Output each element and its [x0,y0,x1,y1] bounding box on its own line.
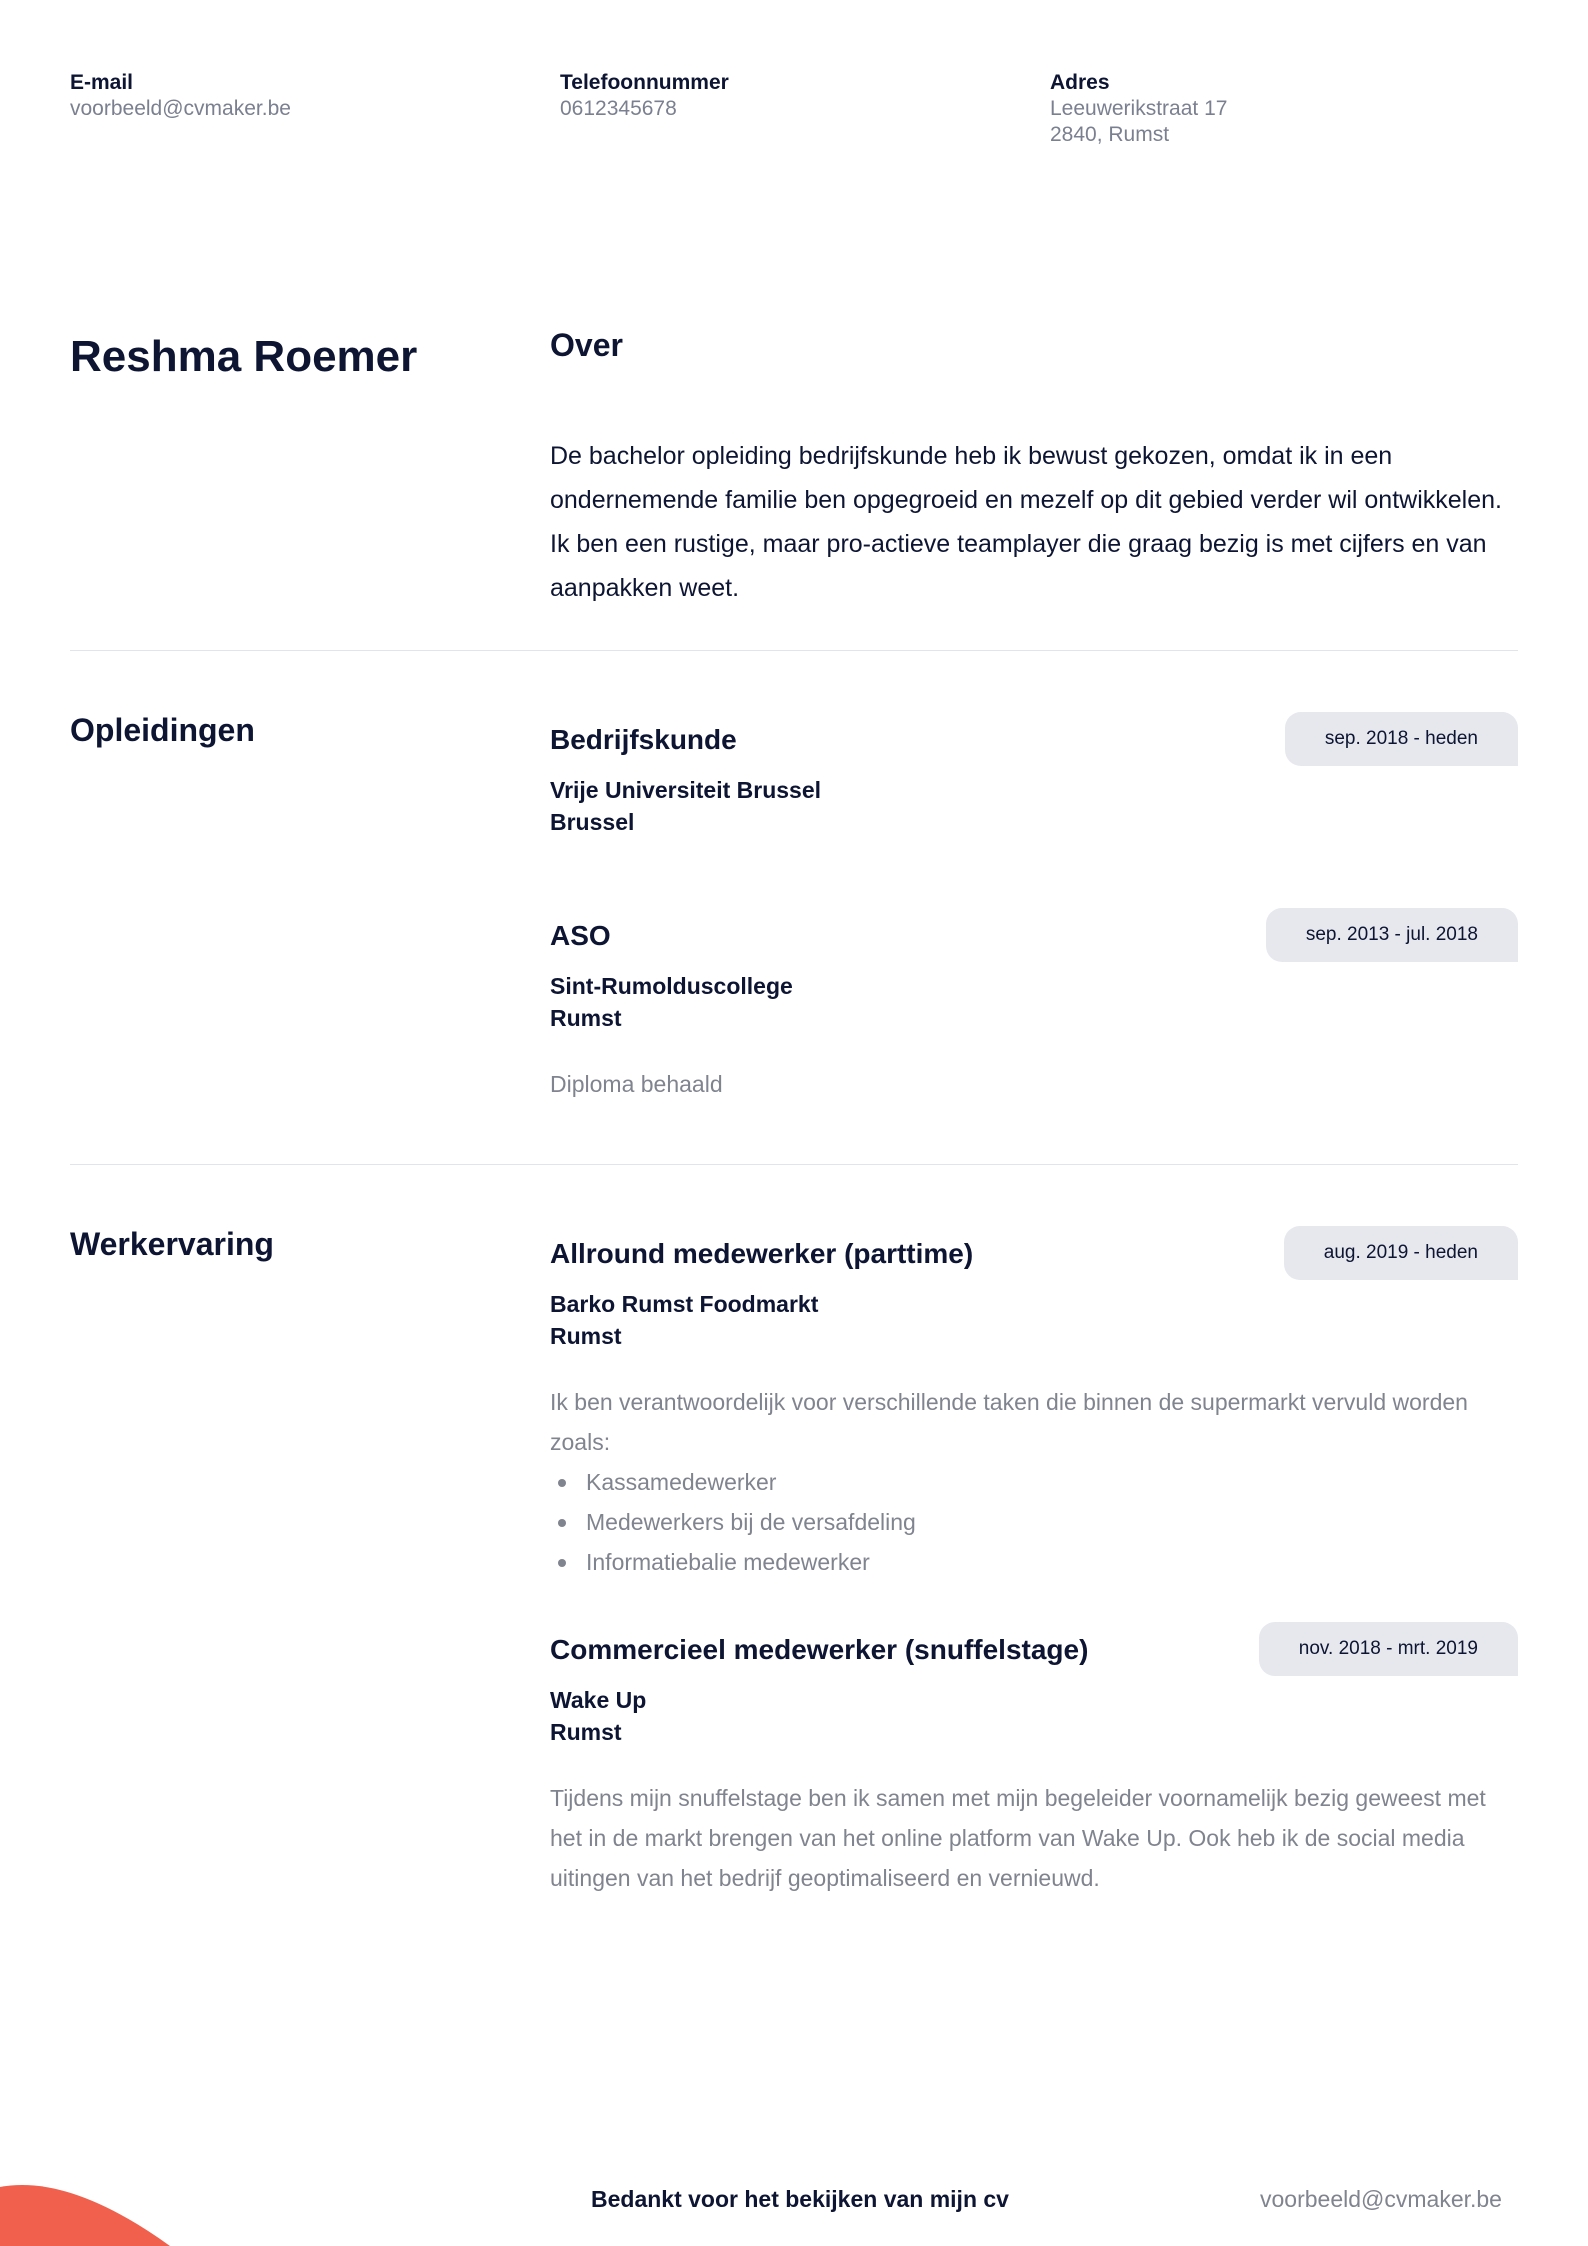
education-title: Opleidingen [70,712,255,748]
contact-address [1050,70,1227,148]
entry-title: ASO [550,920,611,951]
footer-email[interactable]: voorbeeld@cvmaker.be [1260,2186,1502,2212]
entry-title: Bedrijfskunde [550,724,737,755]
education-entry [550,722,1518,838]
period-badge: sep. 2018 - heden [1285,712,1518,766]
entry-organization: Wake Up [550,1687,647,1713]
work-entry [550,1632,1518,1898]
contact-email [70,70,291,122]
divider [70,1164,1518,1165]
entry-city: Rumst [550,1005,622,1031]
decorative-corner-shape [0,2184,170,2246]
entry-organization: Sint-Rumolduscollege [550,973,793,999]
entry-title: Allround medewerker (parttime) [550,1238,974,1269]
contact-phone [560,70,729,122]
address-line2: 2840, Rumst [1050,123,1170,146]
entry-title: Commercieel medewerker (snuffelstage) [550,1634,1089,1665]
duties-list [550,1462,1518,1582]
address-line1: Leeuwerikstraat 17 [1050,97,1228,120]
phone-label: Telefoonnummer [560,71,729,94]
period-badge: aug. 2019 - heden [1284,1226,1518,1280]
work-entry [550,1236,1518,1582]
entry-description: Ik ben verantwoordelijk voor verschillende taken die binnen de supermarkt vervuld worden zoals: [550,1389,1468,1455]
entry-organization: Vrije Universiteit Brussel [550,777,822,803]
education-entry [550,918,1518,1104]
divider [70,650,1518,651]
period-badge: nov. 2018 - mrt. 2019 [1259,1622,1518,1676]
list-item: Medewerkers bij de versafdeling [550,1502,1518,1542]
entry-description: Tijdens mijn snuffelstage ben ik samen met mijn begeleider voornamelijk bezig geweest met het in de markt brengen van het online platform van Wake Up. Ook heb ik de social media uitingen van het bedrijf geoptimaliseerd en vernieuwd. [550,1785,1486,1891]
work-title: Werkervaring [70,1226,274,1262]
person-name: Reshma Roemer [70,332,418,381]
phone-value[interactable]: 0612345678 [560,97,677,120]
entry-city: Brussel [550,809,635,835]
entry-city: Rumst [550,1719,622,1745]
about-title: Over [550,327,623,363]
address-label: Adres [1050,71,1110,94]
email-value[interactable]: voorbeeld@cvmaker.be [70,97,291,120]
list-item: Informatiebalie medewerker [550,1542,1518,1582]
entry-city: Rumst [550,1323,622,1349]
about-text: De bachelor opleiding bedrijfskunde heb ik bewust gekozen, omdat ik in een ondernemende familie ben opgegroeid en mezelf op dit gebied verder wil ontwikkelen. Ik ben een rustige, maar pro-actieve teamplayer die graag bezig is met cijfers en van aanpakken weet. [550,442,1502,602]
footer-thanks: Bedankt voor het bekijken van mijn cv [591,2186,1009,2212]
list-item: Kassamedewerker [550,1462,1518,1502]
period-badge: sep. 2013 - jul. 2018 [1266,908,1518,962]
entry-description: Diploma behaald [550,1071,723,1097]
email-label: E-mail [70,71,134,94]
entry-organization: Barko Rumst Foodmarkt [550,1291,819,1317]
